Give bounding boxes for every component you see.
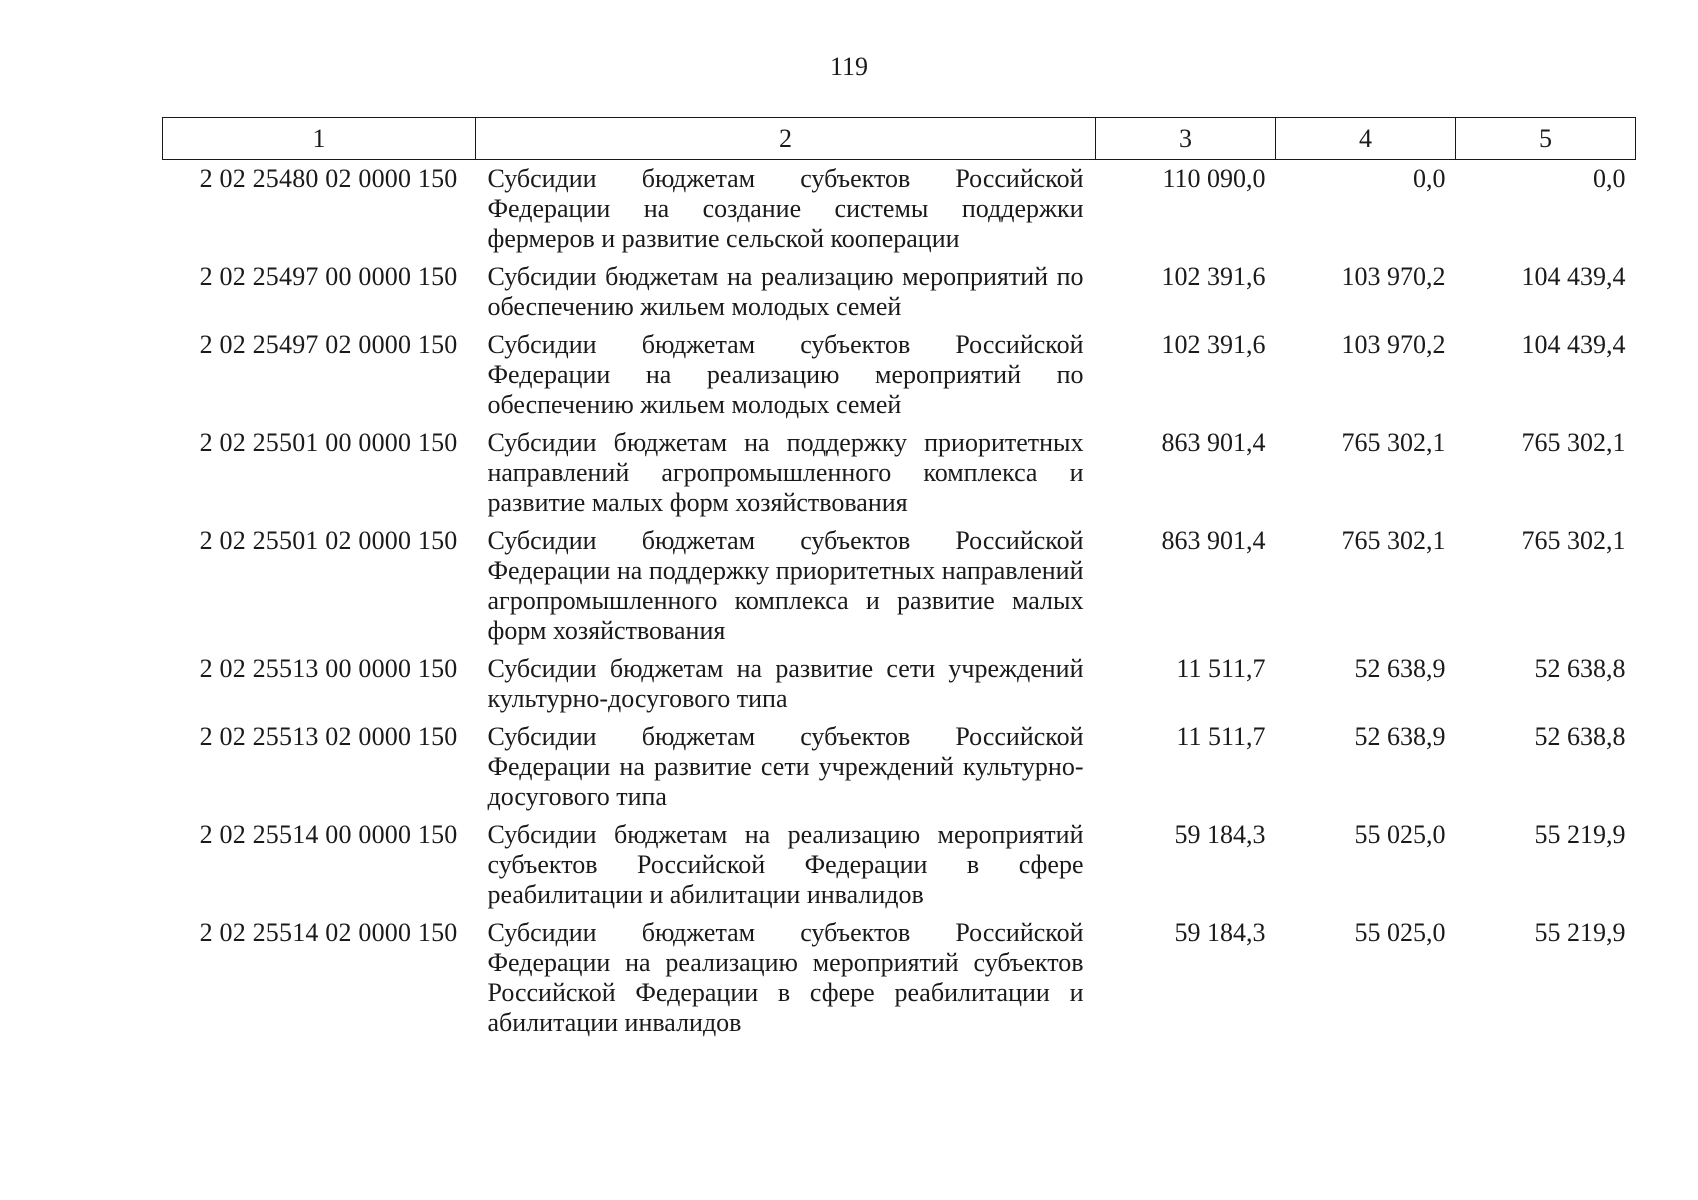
row-value-col5: 55 219,9 [1534, 918, 1626, 947]
column-header-4: 4 [1276, 118, 1456, 160]
table-row [163, 646, 1636, 714]
row-value-col3: 59 184,3 [1174, 918, 1266, 947]
column-header-5: 5 [1456, 118, 1636, 160]
row-value-col4: 765 302,1 [1341, 526, 1446, 555]
row-description: Субсидии бюджетам субъектов Российской Федерации на развитие сети учреждений культурно-досугового типа [487, 722, 1084, 811]
row-value-col4: 52 638,9 [1354, 654, 1446, 683]
row-description: Субсидии бюджетам субъектов Российской Федерации на реализацию мероприятий по обеспечению жильем молодых семей [487, 330, 1084, 419]
row-code: 2 02 25497 00 0000 150 [199, 262, 458, 291]
row-value-col4: 103 970,2 [1341, 262, 1446, 291]
table-row [163, 322, 1636, 420]
row-code: 2 02 25513 02 0000 150 [199, 722, 458, 751]
row-value-col4: 765 302,1 [1341, 428, 1446, 457]
table-row [163, 812, 1636, 910]
row-value-col5: 52 638,8 [1534, 722, 1626, 751]
row-value-col5: 55 219,9 [1534, 820, 1626, 849]
row-code: 2 02 25501 02 0000 150 [199, 526, 458, 555]
column-header-3: 3 [1096, 118, 1276, 160]
row-code: 2 02 25480 02 0000 150 [199, 164, 458, 193]
table-row [163, 420, 1636, 518]
column-header-2: 2 [476, 118, 1096, 160]
row-description: Субсидии бюджетам субъектов Российской Федерации на реализацию мероприятий субъектов Российской Федерации в сфере реабилитации и абилитации инвалидов [487, 918, 1084, 1037]
row-description: Субсидии бюджетам на развитие сети учреждений культурно-досугового типа [487, 654, 1084, 713]
row-value-col3: 863 901,4 [1161, 428, 1266, 457]
row-code: 2 02 25514 00 0000 150 [199, 820, 458, 849]
column-header-1: 1 [163, 118, 476, 160]
row-description: Субсидии бюджетам на реализацию мероприятий по обеспечению жильем молодых семей [487, 262, 1084, 321]
row-description: Субсидии бюджетам на поддержку приоритетных направлений агропромышленного комплекса и развитие малых форм хозяйствования [487, 428, 1084, 517]
row-code: 2 02 25497 02 0000 150 [199, 330, 458, 359]
page-number: 119 [829, 52, 869, 81]
table-row [163, 254, 1636, 322]
row-value-col3: 11 511,7 [1176, 722, 1266, 751]
table-header-row [163, 118, 1636, 160]
row-value-col3: 863 901,4 [1161, 526, 1266, 555]
row-description: Субсидии бюджетам на реализацию мероприятий субъектов Российской Федерации в сфере реабилитации и абилитации инвалидов [487, 820, 1084, 909]
row-value-col4: 103 970,2 [1341, 330, 1446, 359]
table-row [163, 910, 1636, 1038]
row-code: 2 02 25513 00 0000 150 [199, 654, 458, 683]
row-value-col5: 765 302,1 [1521, 526, 1626, 555]
row-value-col5: 765 302,1 [1521, 428, 1626, 457]
row-value-col4: 55 025,0 [1354, 820, 1446, 849]
row-value-col4: 55 025,0 [1354, 918, 1446, 947]
row-value-col3: 102 391,6 [1161, 262, 1266, 291]
budget-table [162, 117, 1636, 1038]
table-row [163, 518, 1636, 646]
row-value-col3: 11 511,7 [1176, 654, 1266, 683]
row-value-col4: 0,0 [1413, 164, 1446, 193]
row-value-col5: 104 439,4 [1521, 262, 1626, 291]
row-code: 2 02 25514 02 0000 150 [199, 918, 458, 947]
row-description: Субсидии бюджетам субъектов Российской Федерации на поддержку приоритетных направлений агропромышленного комплекса и развитие малых форм хозяйствования [487, 526, 1084, 645]
row-value-col5: 0,0 [1593, 164, 1626, 193]
row-value-col3: 110 090,0 [1162, 164, 1266, 193]
row-value-col3: 102 391,6 [1161, 330, 1266, 359]
row-value-col4: 52 638,9 [1354, 722, 1446, 751]
table-row [163, 714, 1636, 812]
row-value-col5: 52 638,8 [1534, 654, 1626, 683]
row-value-col3: 59 184,3 [1174, 820, 1266, 849]
row-description: Субсидии бюджетам субъектов Российской Федерации на создание системы поддержки фермеров и развитие сельской кооперации [487, 164, 1084, 253]
row-value-col5: 104 439,4 [1521, 330, 1626, 359]
row-code: 2 02 25501 00 0000 150 [199, 428, 458, 457]
table-row [163, 160, 1636, 255]
